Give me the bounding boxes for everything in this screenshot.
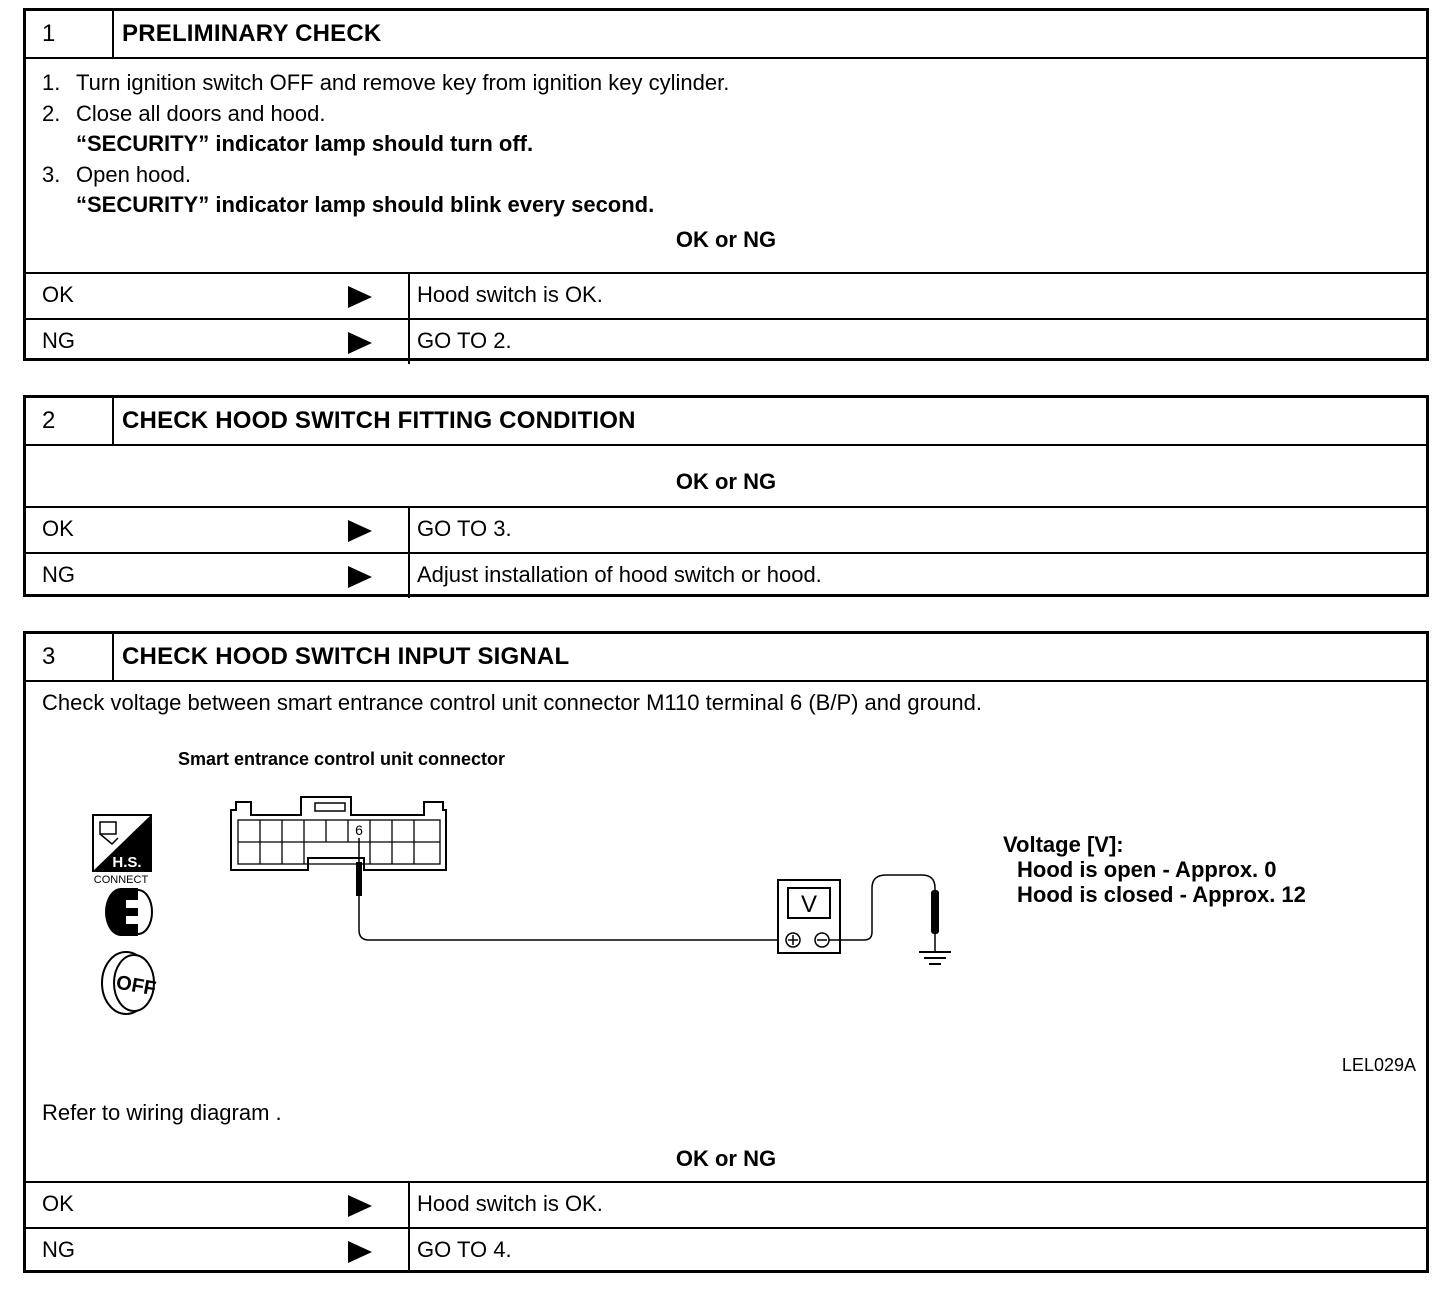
svg-text:Voltage [V]:: Voltage [V]: (1003, 832, 1124, 857)
step-title: CHECK HOOD SWITCH FITTING CONDITION (122, 407, 636, 434)
svg-text:OFF: OFF (114, 971, 158, 1001)
step-number: 3 (26, 634, 114, 680)
arrow-right-icon (348, 1241, 372, 1263)
result-action: GO TO 3. (417, 516, 512, 541)
result-action: Adjust installation of hood switch or hood. (417, 562, 822, 587)
result-row-ng (26, 1227, 1426, 1273)
step-number: 1 (26, 11, 114, 57)
terminal-number: 6 (355, 822, 363, 838)
connect-label: CONNECT (93, 874, 149, 886)
connector-m110 (231, 797, 446, 870)
result-key: OK (42, 1191, 74, 1216)
result-key: OK (42, 516, 74, 541)
ok-or-ng-label: OK or NG (675, 469, 777, 494)
step-number: 2 (26, 398, 114, 444)
ok-or-ng-label: OK or NG (675, 227, 777, 252)
step-title: PRELIMINARY CHECK (122, 20, 382, 47)
ok-or-ng-label: OK or NG (675, 1146, 777, 1171)
procedure-step: 1. Turn ignition switch OFF and remove key from ignition key cylinder. (42, 70, 730, 95)
arrow-right-icon (348, 286, 372, 308)
result-row-ok (26, 1181, 1426, 1227)
voltage-spec (1003, 832, 1306, 907)
svg-text:H.S.: H.S. (112, 854, 142, 871)
ground-lead (829, 875, 951, 964)
step-title: CHECK HOOD SWITCH INPUT SIGNAL (122, 643, 570, 670)
procedure-step: 2. Close all doors and hood. (42, 100, 326, 126)
wiring-diagram-reference: Refer to wiring diagram . (42, 1100, 282, 1125)
result-row-ok (26, 272, 1426, 318)
result-row-ok (26, 506, 1426, 552)
connect-icon (105, 888, 152, 936)
arrow-right-icon (348, 332, 372, 354)
figure-id: LEL029A (1341, 1055, 1416, 1075)
result-key: NG (42, 562, 75, 587)
hood-switch-icon (93, 815, 151, 871)
result-row-ng (26, 318, 1426, 364)
step-2-header (26, 398, 1426, 446)
result-row-ng (26, 552, 1426, 598)
result-key: NG (42, 328, 75, 353)
step-1-box (23, 8, 1429, 361)
procedure-list (26, 59, 1426, 221)
arrow-right-icon (348, 1195, 372, 1217)
arrow-right-icon (348, 520, 372, 542)
ignition-off-icon (102, 952, 158, 1014)
voltmeter-icon (778, 880, 840, 953)
result-action: Hood switch is OK. (417, 282, 603, 307)
step-1-header (26, 11, 1426, 59)
svg-text:Hood is open - Approx. 0: Hood is open - Approx. 0 (1017, 857, 1277, 882)
step-3-body (26, 682, 1426, 1181)
result-key: OK (42, 282, 74, 307)
step-2-body (26, 446, 1426, 506)
step-3-box (23, 631, 1429, 1273)
result-action: Hood switch is OK. (417, 1191, 603, 1216)
expected-result: “SECURITY” indicator lamp should blink every second. (76, 192, 655, 217)
arrow-right-icon (348, 566, 372, 588)
result-key: NG (42, 1237, 75, 1262)
connector-diagram (26, 740, 1426, 1100)
step-2-box (23, 395, 1429, 597)
result-action: GO TO 2. (417, 328, 512, 353)
instruction-text: Check voltage between smart entrance control unit connector M110 terminal 6 (B/P) and ground. (42, 690, 982, 715)
result-action: GO TO 4. (417, 1237, 512, 1262)
procedure-step: 3. Open hood. (42, 161, 191, 187)
expected-result: “SECURITY” indicator lamp should turn off. (76, 131, 534, 156)
step-3-header (26, 634, 1426, 682)
connector-label: Smart entrance control unit connector (178, 749, 506, 769)
svg-text:V: V (800, 891, 818, 918)
svg-text:Hood is closed - Approx. 12: Hood is closed - Approx. 12 (1017, 882, 1306, 907)
step-1-body (26, 59, 1426, 272)
